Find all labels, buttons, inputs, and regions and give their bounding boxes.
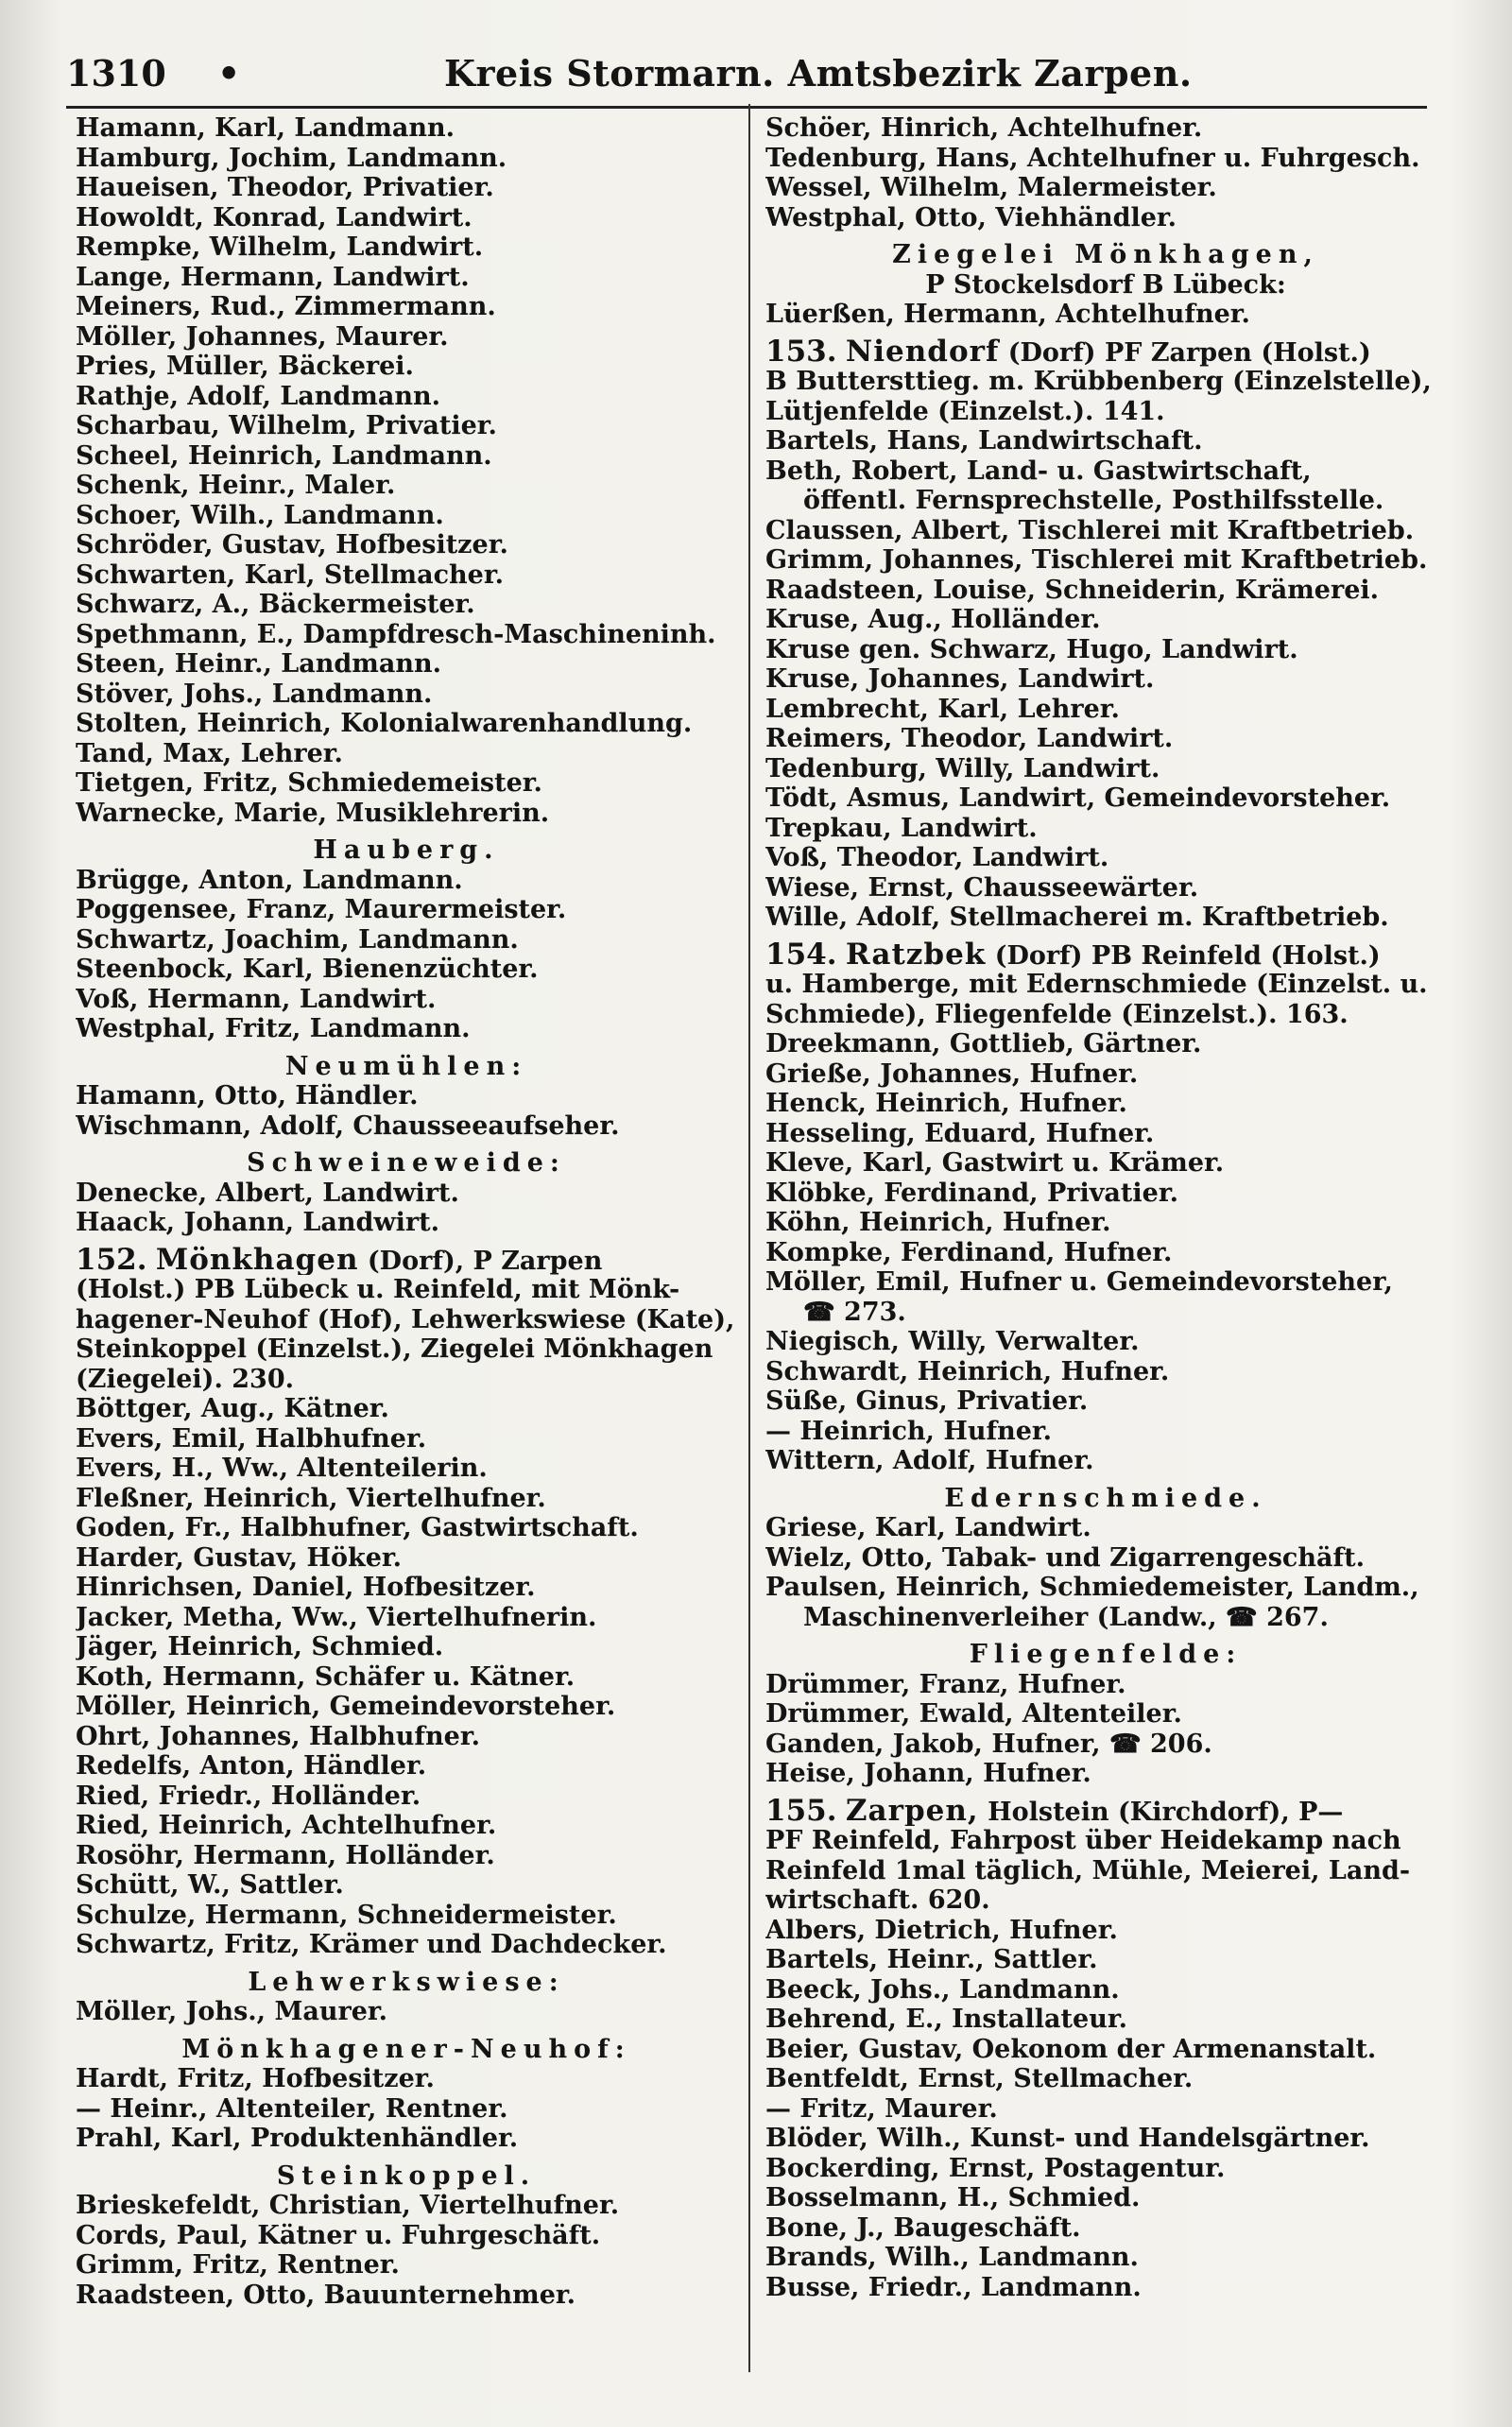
- directory-line: Brands, Wilh., Landmann.: [765, 2243, 1139, 2272]
- directory-line: Pries, Müller, Bäckerei.: [76, 352, 414, 381]
- running-title: Kreis Stormarn. Amtsbezirk Zarpen.: [444, 52, 1193, 95]
- moenkhagener-neuhof-list: [76, 2064, 737, 2154]
- directory-line: Hamann, Karl, Landmann.: [76, 113, 455, 143]
- entry-place: Zarpen,: [845, 1796, 979, 1826]
- right-column: [765, 113, 1446, 2302]
- directory-line: Stöver, Johs., Landmann.: [76, 679, 433, 709]
- directory-line: Brieskefeldt, Christian, Viertelhufner.: [76, 2191, 620, 2220]
- directory-line: Albers, Dietrich, Hufner.: [765, 1915, 1118, 1945]
- lehwerkswiese-list: [76, 1997, 737, 2027]
- directory-line: Schöer, Hinrich, Achtelhufner.: [765, 113, 1203, 143]
- directory-line: Rathje, Adolf, Landmann.: [76, 381, 441, 411]
- directory-line: Scharbau, Wilhelm, Privatier.: [76, 411, 497, 440]
- directory-line: Stolten, Heinrich, Kolonialwarenhandlung.: [76, 709, 693, 738]
- directory-line: Fleßner, Heinrich, Viertelhufner.: [76, 1483, 546, 1513]
- directory-line: Beeck, Johs., Landmann.: [765, 1974, 1120, 2005]
- entry-place: Ratzbek: [845, 939, 987, 970]
- directory-line: Rosöhr, Hermann, Holländer.: [76, 1840, 495, 1870]
- directory-line: Raadsteen, Louise, Schneiderin, Krämerei.: [765, 575, 1380, 605]
- page-header: [66, 45, 1455, 102]
- directory-line: Lembrecht, Karl, Lehrer.: [765, 694, 1120, 724]
- directory-line: Wielz, Otto, Tabak- und Zigarrengeschäft.: [765, 1542, 1365, 1573]
- hauberg-list: [76, 866, 737, 1044]
- directory-line: Drümmer, Ewald, Altenteiler.: [765, 1699, 1182, 1729]
- section-title-neumuehlen: Neumühlen:: [284, 1051, 528, 1081]
- directory-line: Tietgen, Fritz, Schmiedemeister.: [76, 768, 542, 798]
- directory-line: Klöbke, Ferdinand, Privatier.: [765, 1178, 1178, 1208]
- directory-line: Jäger, Heinrich, Schmied.: [76, 1632, 444, 1661]
- entry-desc: (Dorf) PB Reinfeld (Holst.): [994, 940, 1381, 970]
- directory-line: Heise, Johann, Hufner.: [765, 1759, 1091, 1788]
- directory-line: öffentl. Fernsprechstelle, Posthilfsstelle.: [803, 486, 1384, 515]
- directory-line: Harder, Gustav, Höker.: [76, 1542, 403, 1573]
- directory-line: Goden, Fr., Halbhufner, Gastwirtschaft.: [76, 1513, 639, 1542]
- directory-line: Redelfs, Anton, Händler.: [76, 1751, 427, 1781]
- left-top-list: [76, 113, 737, 828]
- entry-number: 154.: [765, 939, 837, 970]
- schweineweide-list: [76, 1179, 737, 1238]
- directory-line: Schoer, Wilh., Landmann.: [76, 500, 444, 530]
- directory-line: Schwarten, Karl, Stellmacher.: [76, 559, 504, 590]
- entry-place: Mönkhagen: [155, 1245, 359, 1275]
- entry-desc-line: PF Reinfeld, Fahrpost über Heidekamp nach: [765, 1826, 1401, 1855]
- directory-line: Busse, Friedr., Landmann.: [765, 2272, 1142, 2302]
- ziegelei-subtitle: P Stockelsdorf B Lübeck:: [925, 269, 1286, 300]
- directory-line: Grimm, Johannes, Tischlerei mit Kraftbetrieb.: [765, 545, 1428, 575]
- entry-desc: (Dorf) PF Zarpen (Holst.): [1007, 337, 1371, 367]
- directory-line: Denecke, Albert, Landwirt.: [76, 1178, 459, 1208]
- directory-line: Paulsen, Heinrich, Schmiedemeister, Landm.,: [765, 1573, 1419, 1602]
- directory-line: Grieße, Johannes, Hufner.: [765, 1059, 1139, 1089]
- directory-line: Voß, Hermann, Landwirt.: [76, 984, 437, 1014]
- directory-line: Tödt, Asmus, Landwirt, Gemeindevorsteher.: [765, 783, 1391, 813]
- directory-line: Cords, Paul, Kätner u. Fuhrgeschäft.: [76, 2220, 601, 2250]
- directory-line: Bone, J., Baugeschäft.: [765, 2212, 1081, 2243]
- directory-line: — Heinrich, Hufner.: [765, 1416, 1053, 1446]
- directory-line: Schenk, Heinr., Maler.: [76, 471, 396, 500]
- directory-line: Hardt, Fritz, Hofbesitzer.: [76, 2064, 435, 2093]
- entry-number: 153.: [765, 336, 837, 367]
- directory-line: Möller, Johannes, Maurer.: [76, 321, 449, 352]
- directory-line: Steenbock, Karl, Bienenzüchter.: [76, 955, 539, 984]
- directory-line: Westphal, Fritz, Landmann.: [76, 1014, 471, 1043]
- directory-line: Schwarz, A., Bäckermeister.: [76, 590, 475, 619]
- directory-line: Möller, Johs., Maurer.: [76, 1997, 388, 2026]
- directory-line: Rempke, Wilhelm, Landwirt.: [76, 232, 484, 262]
- directory-line: Köhn, Heinrich, Hufner.: [765, 1208, 1111, 1237]
- directory-line: Hamburg, Jochim, Landmann.: [76, 143, 507, 173]
- page-number: 1310: [66, 52, 166, 95]
- directory-line: Howoldt, Konrad, Landwirt.: [76, 202, 472, 232]
- entry-155-list: [765, 1916, 1446, 2303]
- directory-line: Schulze, Hermann, Schneidermeister.: [76, 1900, 617, 1930]
- entry-152-header: [76, 1246, 737, 1395]
- directory-line: Grimm, Fritz, Rentner.: [76, 2250, 400, 2280]
- section-title-fliegenfelde: Fliegenfelde:: [969, 1640, 1243, 1669]
- directory-line: Evers, H., Ww., Altenteilerin.: [76, 1454, 488, 1483]
- directory-line: Schwardt, Heinrich, Hufner.: [765, 1356, 1170, 1386]
- ziegelei-list: [765, 300, 1446, 330]
- directory-line: Steen, Heinr., Landmann.: [76, 649, 441, 679]
- directory-line: Niegisch, Willy, Verwalter.: [765, 1327, 1140, 1356]
- entry-number: 155.: [765, 1796, 837, 1826]
- directory-line: Warnecke, Marie, Musiklehrerin.: [76, 798, 550, 828]
- entry-desc: Holstein (Kirchdorf), P—: [988, 1797, 1344, 1826]
- directory-line: Schwartz, Fritz, Krämer und Dachdecker.: [76, 1930, 667, 1959]
- directory-line: Blöder, Wilh., Kunst- und Handelsgärtner.: [765, 2124, 1370, 2153]
- directory-line: Hamann, Otto, Händler.: [76, 1081, 419, 1110]
- entry-desc: (Dorf), P Zarpen: [367, 1246, 603, 1275]
- section-title-moenkhagener-neuhof: Mönkhagener-Neuhof:: [181, 2034, 631, 2064]
- directory-line: Ohrt, Johannes, Halbhufner.: [76, 1721, 480, 1751]
- header-rule: [66, 106, 1427, 109]
- entry-number: 152.: [76, 1245, 147, 1275]
- directory-line: Beier, Gustav, Oekonom der Armenanstalt.: [765, 2034, 1377, 2064]
- header-bullet: •: [217, 52, 241, 95]
- directory-line: Tedenburg, Willy, Landwirt.: [765, 753, 1160, 783]
- directory-line: — Heinr., Altenteiler, Rentner.: [76, 2093, 508, 2124]
- directory-line: Evers, Emil, Halbhufner.: [76, 1423, 427, 1454]
- directory-line: ☎ 273.: [803, 1297, 906, 1327]
- directory-line: Bartels, Hans, Landwirtschaft.: [765, 426, 1203, 456]
- entry-desc-line: hagener-Neuhof (Hof), Lehwerkswiese (Kate),: [76, 1304, 735, 1334]
- directory-line: Ried, Friedr., Holländer.: [76, 1781, 421, 1811]
- directory-line: Wille, Adolf, Stellmacherei m. Kraftbetrieb.: [765, 903, 1389, 932]
- directory-line: Schwartz, Joachim, Landmann.: [76, 924, 519, 955]
- directory-line: Spethmann, E., Dampfdresch-Maschineninh.: [76, 619, 716, 649]
- entry-desc-line: Reinfeld 1mal täglich, Mühle, Meierei, Land-: [765, 1855, 1411, 1885]
- right-top-list: [765, 113, 1446, 232]
- directory-line: Scheel, Heinrich, Landmann.: [76, 440, 492, 471]
- section-title-edernschmiede: Edernschmiede.: [944, 1483, 1267, 1513]
- directory-line: Bentfeldt, Ernst, Stellmacher.: [765, 2064, 1194, 2093]
- edernschmiede-list: [765, 1513, 1446, 1632]
- directory-line: Bosselmann, H., Schmied.: [765, 2183, 1141, 2212]
- directory-line: Lange, Hermann, Landwirt.: [76, 262, 470, 292]
- directory-line: Wiese, Ernst, Chausseewärter.: [765, 872, 1199, 903]
- directory-line: — Fritz, Maurer.: [765, 2093, 998, 2124]
- directory-line: Raadsteen, Otto, Bauunternehmer.: [76, 2280, 576, 2310]
- directory-line: Ried, Heinrich, Achtelhufner.: [76, 1811, 497, 1840]
- directory-line: Maschinenverleiher (Landw., ☎ 267.: [803, 1602, 1329, 1632]
- section-title-lehwerkswiese: Lehwerkswiese:: [248, 1967, 565, 1997]
- entry-153-header: [765, 337, 1446, 427]
- directory-line: Süße, Ginus, Privatier.: [765, 1386, 1089, 1416]
- entry-154-header: [765, 940, 1446, 1030]
- directory-line: Haack, Johann, Landwirt.: [76, 1208, 440, 1237]
- left-column: [76, 113, 737, 2310]
- directory-line: Kompke, Ferdinand, Hufner.: [765, 1237, 1173, 1267]
- steinkoppel-list: [76, 2191, 737, 2310]
- directory-line: Griese, Karl, Landwirt.: [765, 1513, 1091, 1542]
- entry-desc-line: Steinkoppel (Einzelst.), Ziegelei Mönkhagen: [76, 1334, 713, 1364]
- directory-line: Meiners, Rud., Zimmermann.: [76, 292, 496, 321]
- directory-line: Kruse, Johannes, Landwirt.: [765, 664, 1155, 694]
- entry-desc-line: Lütjenfelde (Einzelst.). 141.: [765, 396, 1165, 426]
- entry-desc-line: (Ziegelei). 230.: [76, 1364, 295, 1394]
- section-title-hauberg: Hauberg.: [313, 835, 500, 865]
- column-divider: [748, 104, 750, 2372]
- directory-line: Trepkau, Landwirt.: [765, 813, 1038, 843]
- section-title-steinkoppel: Steinkoppel.: [276, 2160, 537, 2191]
- entry-155-header: [765, 1797, 1446, 1916]
- directory-line: Behrend, E., Installateur.: [765, 2005, 1127, 2034]
- directory-line: Schröder, Gustav, Hofbesitzer.: [76, 530, 508, 559]
- neumuehlen-list: [76, 1081, 737, 1141]
- directory-line: Dreekmann, Gottlieb, Gärtner.: [765, 1029, 1202, 1059]
- entry-place: Niendorf: [845, 336, 1000, 367]
- entry-desc-line: B Buttersttieg. m. Krübbenberg (Einzelstelle),: [765, 367, 1432, 396]
- directory-line: Kruse, Aug., Holländer.: [765, 605, 1101, 634]
- entry-154-list: [765, 1029, 1446, 1476]
- entry-153-list: [765, 426, 1446, 933]
- entry-desc-line: Schmiede), Fliegenfelde (Einzelst.). 163.: [765, 999, 1349, 1029]
- section-title-ziegelei: Ziegelei Mönkhagen,: [892, 240, 1319, 269]
- section-title-schweineweide: Schweineweide:: [247, 1148, 566, 1178]
- directory-line: Wischmann, Adolf, Chausseeaufseher.: [76, 1110, 620, 1141]
- directory-line: Claussen, Albert, Tischlerei mit Kraftbetrieb.: [765, 515, 1415, 545]
- directory-line: Koth, Hermann, Schäfer u. Kätner.: [76, 1661, 576, 1692]
- directory-line: Westphal, Otto, Viehhändler.: [765, 202, 1177, 232]
- directory-line: Kruse gen. Schwarz, Hugo, Landwirt.: [765, 634, 1298, 664]
- directory-line: Reimers, Theodor, Landwirt.: [765, 724, 1174, 753]
- directory-line: Brügge, Anton, Landmann.: [76, 865, 463, 895]
- directory-line: Ganden, Jakob, Hufner, ☎ 206.: [765, 1729, 1212, 1759]
- directory-line: Voß, Theodor, Landwirt.: [765, 843, 1109, 872]
- directory-line: Tedenburg, Hans, Achtelhufner u. Fuhrgesch.: [765, 143, 1420, 173]
- fliegenfelde-list: [765, 1670, 1446, 1789]
- directory-line: Kleve, Karl, Gastwirt u. Krämer.: [765, 1148, 1225, 1178]
- entry-desc-line: (Holst.) PB Lübeck u. Reinfeld, mit Mönk-: [76, 1275, 680, 1304]
- directory-line: Böttger, Aug., Kätner.: [76, 1394, 389, 1423]
- directory-line: Haueisen, Theodor, Privatier.: [76, 173, 494, 202]
- entry-desc-line: u. Hamberge, mit Edernschmiede (Einzelst. u.: [765, 970, 1428, 999]
- directory-line: Hinrichsen, Daniel, Hofbesitzer.: [76, 1573, 536, 1602]
- directory-line: Prahl, Karl, Produktenhändler.: [76, 2124, 519, 2153]
- directory-line: Jacker, Metha, Ww., Viertelhufnerin.: [76, 1602, 597, 1632]
- directory-line: Bockerding, Ernst, Postagentur.: [765, 2153, 1226, 2183]
- directory-line: Schütt, W., Sattler.: [76, 1870, 344, 1900]
- entry-152-list: [76, 1394, 737, 1960]
- entry-desc-line: wirtschaft. 620.: [765, 1885, 990, 1915]
- directory-line: Tand, Max, Lehrer.: [76, 738, 343, 768]
- directory-line: Poggensee, Franz, Maurermeister.: [76, 895, 567, 924]
- directory-line: Möller, Emil, Hufner u. Gemeindevorsteher,: [765, 1267, 1393, 1297]
- directory-line: Möller, Heinrich, Gemeindevorsteher.: [76, 1692, 616, 1721]
- directory-line: Drümmer, Franz, Hufner.: [765, 1669, 1126, 1699]
- directory-line: Beth, Robert, Land- u. Gastwirtschaft,: [765, 456, 1312, 486]
- directory-line: Henck, Heinrich, Hufner.: [765, 1089, 1127, 1118]
- directory-line: Wessel, Wilhelm, Malermeister.: [765, 173, 1217, 202]
- directory-line: Lüerßen, Hermann, Achtelhufner.: [765, 300, 1250, 329]
- directory-line: Hesseling, Eduard, Hufner.: [765, 1118, 1155, 1148]
- directory-line: Wittern, Adolf, Hufner.: [765, 1446, 1094, 1475]
- directory-line: Bartels, Heinr., Sattler.: [765, 1945, 1098, 1974]
